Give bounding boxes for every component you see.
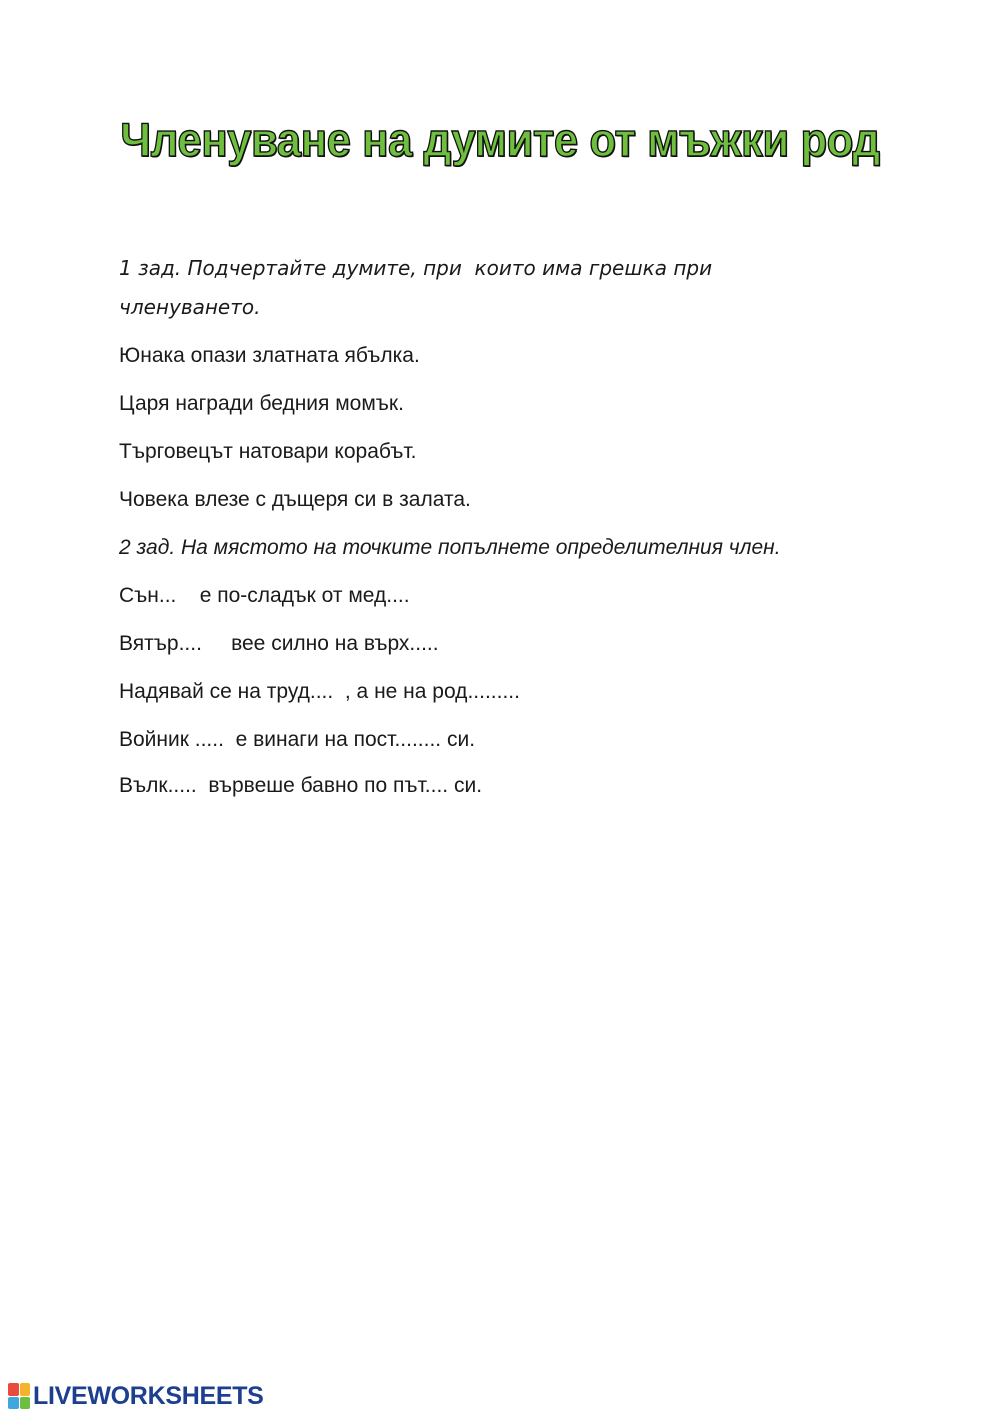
task1-heading-line1: 1 зад. Подчертайте думите, при които има грешка при: [119, 256, 713, 280]
worksheet-title: Членуване на думите от мъжки род: [120, 113, 880, 166]
task2-sentence[interactable]: Вятър.... вее силно на върх.....: [119, 632, 439, 655]
task1-heading-line2: членуването.: [119, 295, 261, 319]
task1-sentence[interactable]: Царя награди бедния момък.: [119, 392, 404, 415]
task1-sentence[interactable]: Юнака опази златната ябълка.: [119, 344, 420, 367]
logo-badge-icon: [8, 1383, 30, 1409]
logo-block-red: [8, 1383, 19, 1396]
task2-sentence[interactable]: Вълк..... вървеше бавно по път.... си.: [119, 774, 483, 797]
task2-sentence[interactable]: Надявай се на труд.... , а не на род.........: [119, 680, 520, 703]
task2-sentence[interactable]: Сън... е по-сладък от мед....: [119, 584, 410, 607]
logo-block-green: [20, 1397, 31, 1410]
logo-block-blue: [8, 1397, 19, 1410]
logo-text: LIVEWORKSHEETS: [33, 1381, 264, 1410]
logo-block-yellow: [20, 1383, 31, 1396]
task1-sentence[interactable]: Търговецът натовари корабът.: [119, 440, 417, 463]
task2-heading: 2 зад. На мястото на точките попълнете определителния член.: [119, 536, 781, 559]
task2-sentence[interactable]: Войник ..... е винаги на пост........ си.: [119, 728, 476, 751]
task1-sentence[interactable]: Човека влезе с дъщеря си в залата.: [119, 488, 471, 511]
liveworksheets-logo[interactable]: [8, 1381, 264, 1411]
